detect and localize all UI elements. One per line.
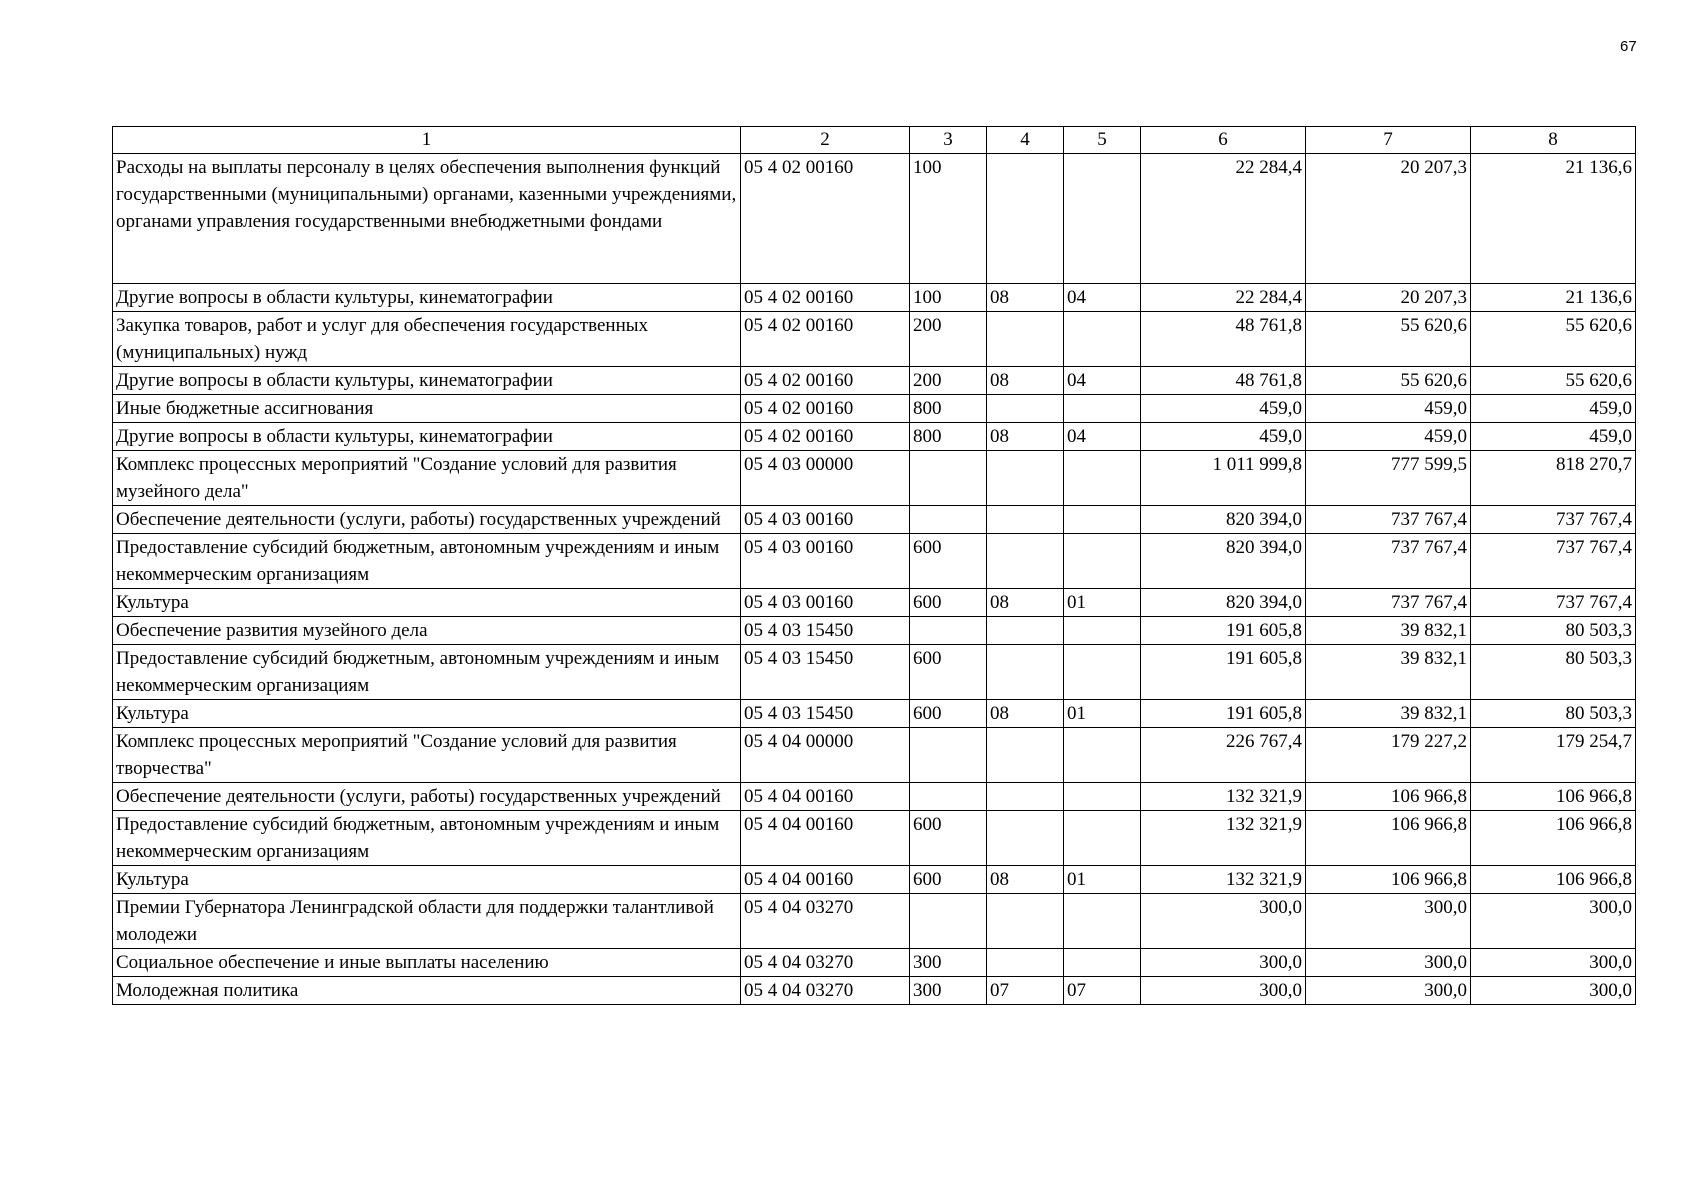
- header-col-5: 5: [1064, 127, 1141, 154]
- target-code: 05 4 04 00160: [741, 866, 910, 894]
- section-code: [987, 645, 1064, 700]
- amount-year-2: 300,0: [1306, 949, 1471, 977]
- target-code: 05 4 03 00160: [741, 589, 910, 617]
- subsection-code: [1064, 811, 1141, 866]
- subsection-code: 01: [1064, 866, 1141, 894]
- amount-year-1: 820 394,0: [1141, 534, 1306, 589]
- table-row: [113, 645, 1636, 700]
- target-code: 05 4 03 00160: [741, 534, 910, 589]
- row-name: Иные бюджетные ассигнования: [113, 395, 741, 423]
- expense-type: [910, 506, 987, 534]
- amount-year-2: 459,0: [1306, 423, 1471, 451]
- amount-year-1: 300,0: [1141, 894, 1306, 949]
- subsection-code: 01: [1064, 700, 1141, 728]
- amount-year-3: 80 503,3: [1471, 700, 1636, 728]
- section-code: 08: [987, 589, 1064, 617]
- row-name: Предоставление субсидий бюджетным, автономным учреждениям и иным некоммерческим организациям: [113, 645, 741, 700]
- header-col-3: 3: [910, 127, 987, 154]
- amount-year-1: 22 284,4: [1141, 284, 1306, 312]
- subsection-code: [1064, 154, 1141, 284]
- subsection-code: [1064, 783, 1141, 811]
- amount-year-2: 20 207,3: [1306, 154, 1471, 284]
- table-row: [113, 783, 1636, 811]
- amount-year-1: 191 605,8: [1141, 645, 1306, 700]
- amount-year-1: 820 394,0: [1141, 506, 1306, 534]
- target-code: 05 4 04 03270: [741, 977, 910, 1005]
- amount-year-2: 106 966,8: [1306, 866, 1471, 894]
- section-code: [987, 395, 1064, 423]
- amount-year-3: 179 254,7: [1471, 728, 1636, 783]
- amount-year-1: 300,0: [1141, 977, 1306, 1005]
- table-row: [113, 977, 1636, 1005]
- row-name: Предоставление субсидий бюджетным, автономным учреждениям и иным некоммерческим организациям: [113, 811, 741, 866]
- amount-year-3: 459,0: [1471, 395, 1636, 423]
- row-name: Другие вопросы в области культуры, кинематографии: [113, 367, 741, 395]
- target-code: 05 4 02 00160: [741, 284, 910, 312]
- subsection-code: [1064, 312, 1141, 367]
- subsection-code: [1064, 506, 1141, 534]
- expense-type: [910, 451, 987, 506]
- subsection-code: [1064, 395, 1141, 423]
- table-body: [113, 127, 1636, 1005]
- row-name: Обеспечение деятельности (услуги, работы) государственных учреждений: [113, 506, 741, 534]
- page-number: 67: [1620, 38, 1637, 55]
- target-code: 05 4 03 15450: [741, 700, 910, 728]
- target-code: 05 4 03 15450: [741, 645, 910, 700]
- amount-year-1: 300,0: [1141, 949, 1306, 977]
- section-code: [987, 894, 1064, 949]
- section-code: [987, 783, 1064, 811]
- amount-year-1: 191 605,8: [1141, 617, 1306, 645]
- amount-year-1: 132 321,9: [1141, 866, 1306, 894]
- amount-year-2: 300,0: [1306, 894, 1471, 949]
- section-code: [987, 728, 1064, 783]
- amount-year-2: 106 966,8: [1306, 811, 1471, 866]
- table-row: [113, 312, 1636, 367]
- amount-year-1: 22 284,4: [1141, 154, 1306, 284]
- subsection-code: 04: [1064, 367, 1141, 395]
- amount-year-3: 459,0: [1471, 423, 1636, 451]
- table-row: [113, 284, 1636, 312]
- row-name: Премии Губернатора Ленинградской области для поддержки талантливой молодежи: [113, 894, 741, 949]
- table-row: [113, 589, 1636, 617]
- target-code: 05 4 03 00160: [741, 506, 910, 534]
- header-col-4: 4: [987, 127, 1064, 154]
- amount-year-1: 1 011 999,8: [1141, 451, 1306, 506]
- amount-year-2: 737 767,4: [1306, 534, 1471, 589]
- row-name: Комплекс процессных мероприятий "Создание условий для развития музейного дела": [113, 451, 741, 506]
- amount-year-1: 191 605,8: [1141, 700, 1306, 728]
- amount-year-3: 818 270,7: [1471, 451, 1636, 506]
- amount-year-3: 300,0: [1471, 977, 1636, 1005]
- target-code: 05 4 04 00000: [741, 728, 910, 783]
- section-code: 07: [987, 977, 1064, 1005]
- amount-year-2: 777 599,5: [1306, 451, 1471, 506]
- amount-year-3: 300,0: [1471, 894, 1636, 949]
- amount-year-3: 737 767,4: [1471, 589, 1636, 617]
- expense-type: [910, 894, 987, 949]
- amount-year-1: 226 767,4: [1141, 728, 1306, 783]
- section-code: [987, 154, 1064, 284]
- row-name: Обеспечение развития музейного дела: [113, 617, 741, 645]
- target-code: 05 4 02 00160: [741, 395, 910, 423]
- header-col-6: 6: [1141, 127, 1306, 154]
- subsection-code: [1064, 451, 1141, 506]
- target-code: 05 4 02 00160: [741, 312, 910, 367]
- header-col-1: 1: [113, 127, 741, 154]
- section-code: [987, 534, 1064, 589]
- amount-year-3: 55 620,6: [1471, 367, 1636, 395]
- budget-table: [112, 126, 1636, 1005]
- table-row: [113, 367, 1636, 395]
- table-row: [113, 617, 1636, 645]
- amount-year-3: 80 503,3: [1471, 645, 1636, 700]
- row-name: Культура: [113, 589, 741, 617]
- expense-type: 300: [910, 949, 987, 977]
- table-row: [113, 451, 1636, 506]
- expense-type: 200: [910, 367, 987, 395]
- target-code: 05 4 02 00160: [741, 154, 910, 284]
- amount-year-3: 55 620,6: [1471, 312, 1636, 367]
- table-row: [113, 811, 1636, 866]
- row-name: Предоставление субсидий бюджетным, автономным учреждениям и иным некоммерческим организациям: [113, 534, 741, 589]
- target-code: 05 4 02 00160: [741, 367, 910, 395]
- subsection-code: [1064, 728, 1141, 783]
- amount-year-2: 459,0: [1306, 395, 1471, 423]
- table-row: [113, 534, 1636, 589]
- amount-year-3: 737 767,4: [1471, 506, 1636, 534]
- amount-year-2: 39 832,1: [1306, 645, 1471, 700]
- expense-type: 600: [910, 534, 987, 589]
- subsection-code: 04: [1064, 284, 1141, 312]
- expense-type: 600: [910, 645, 987, 700]
- amount-year-2: 39 832,1: [1306, 617, 1471, 645]
- subsection-code: 01: [1064, 589, 1141, 617]
- table-header-row: [113, 127, 1636, 154]
- amount-year-1: 820 394,0: [1141, 589, 1306, 617]
- subsection-code: [1064, 949, 1141, 977]
- expense-type: 100: [910, 154, 987, 284]
- header-col-2: 2: [741, 127, 910, 154]
- amount-year-1: 132 321,9: [1141, 811, 1306, 866]
- expense-type: [910, 783, 987, 811]
- amount-year-3: 300,0: [1471, 949, 1636, 977]
- amount-year-3: 106 966,8: [1471, 783, 1636, 811]
- amount-year-2: 55 620,6: [1306, 367, 1471, 395]
- expense-type: [910, 617, 987, 645]
- amount-year-3: 21 136,6: [1471, 284, 1636, 312]
- table-row: [113, 395, 1636, 423]
- amount-year-2: 737 767,4: [1306, 589, 1471, 617]
- target-code: 05 4 03 15450: [741, 617, 910, 645]
- amount-year-1: 48 761,8: [1141, 312, 1306, 367]
- section-code: 08: [987, 423, 1064, 451]
- subsection-code: [1064, 617, 1141, 645]
- subsection-code: [1064, 645, 1141, 700]
- table-row: [113, 423, 1636, 451]
- amount-year-3: 737 767,4: [1471, 534, 1636, 589]
- table-row: [113, 506, 1636, 534]
- expense-type: 100: [910, 284, 987, 312]
- expense-type: 600: [910, 811, 987, 866]
- row-name: Культура: [113, 866, 741, 894]
- amount-year-1: 48 761,8: [1141, 367, 1306, 395]
- expense-type: 300: [910, 977, 987, 1005]
- row-name: Социальное обеспечение и иные выплаты населению: [113, 949, 741, 977]
- expense-type: 600: [910, 866, 987, 894]
- target-code: 05 4 04 03270: [741, 894, 910, 949]
- table-row: [113, 949, 1636, 977]
- table-row: [113, 728, 1636, 783]
- section-code: [987, 617, 1064, 645]
- subsection-code: 07: [1064, 977, 1141, 1005]
- row-name: Закупка товаров, работ и услуг для обеспечения государственных (муниципальных) нужд: [113, 312, 741, 367]
- table-row: [113, 154, 1636, 284]
- amount-year-1: 459,0: [1141, 423, 1306, 451]
- expense-type: 600: [910, 589, 987, 617]
- amount-year-1: 132 321,9: [1141, 783, 1306, 811]
- expense-type: 600: [910, 700, 987, 728]
- header-col-7: 7: [1306, 127, 1471, 154]
- amount-year-2: 39 832,1: [1306, 700, 1471, 728]
- amount-year-2: 179 227,2: [1306, 728, 1471, 783]
- section-code: [987, 506, 1064, 534]
- expense-type: [910, 728, 987, 783]
- section-code: 08: [987, 700, 1064, 728]
- expense-type: 800: [910, 423, 987, 451]
- subsection-code: [1064, 534, 1141, 589]
- table-row: [113, 700, 1636, 728]
- amount-year-2: 300,0: [1306, 977, 1471, 1005]
- amount-year-2: 106 966,8: [1306, 783, 1471, 811]
- row-name: Комплекс процессных мероприятий "Создание условий для развития творчества": [113, 728, 741, 783]
- expense-type: 800: [910, 395, 987, 423]
- row-name: Другие вопросы в области культуры, кинематографии: [113, 423, 741, 451]
- target-code: 05 4 02 00160: [741, 423, 910, 451]
- section-code: [987, 811, 1064, 866]
- expense-type: 200: [910, 312, 987, 367]
- section-code: [987, 312, 1064, 367]
- section-code: 08: [987, 284, 1064, 312]
- subsection-code: [1064, 894, 1141, 949]
- table-row: [113, 894, 1636, 949]
- amount-year-2: 55 620,6: [1306, 312, 1471, 367]
- amount-year-2: 737 767,4: [1306, 506, 1471, 534]
- table-row: [113, 866, 1636, 894]
- section-code: 08: [987, 866, 1064, 894]
- row-name: Культура: [113, 700, 741, 728]
- section-code: [987, 949, 1064, 977]
- amount-year-3: 106 966,8: [1471, 811, 1636, 866]
- target-code: 05 4 04 00160: [741, 811, 910, 866]
- amount-year-1: 459,0: [1141, 395, 1306, 423]
- amount-year-2: 20 207,3: [1306, 284, 1471, 312]
- target-code: 05 4 04 03270: [741, 949, 910, 977]
- target-code: 05 4 03 00000: [741, 451, 910, 506]
- row-name: Обеспечение деятельности (услуги, работы) государственных учреждений: [113, 783, 741, 811]
- subsection-code: 04: [1064, 423, 1141, 451]
- header-col-8: 8: [1471, 127, 1636, 154]
- section-code: [987, 451, 1064, 506]
- target-code: 05 4 04 00160: [741, 783, 910, 811]
- row-name: Расходы на выплаты персоналу в целях обеспечения выполнения функций государственными (муниципальными) органами, казенными учреждениями, органами управления государственными внебюджетными фондами: [113, 154, 741, 284]
- amount-year-3: 21 136,6: [1471, 154, 1636, 284]
- row-name: Другие вопросы в области культуры, кинематографии: [113, 284, 741, 312]
- section-code: 08: [987, 367, 1064, 395]
- amount-year-3: 106 966,8: [1471, 866, 1636, 894]
- row-name: Молодежная политика: [113, 977, 741, 1005]
- amount-year-3: 80 503,3: [1471, 617, 1636, 645]
